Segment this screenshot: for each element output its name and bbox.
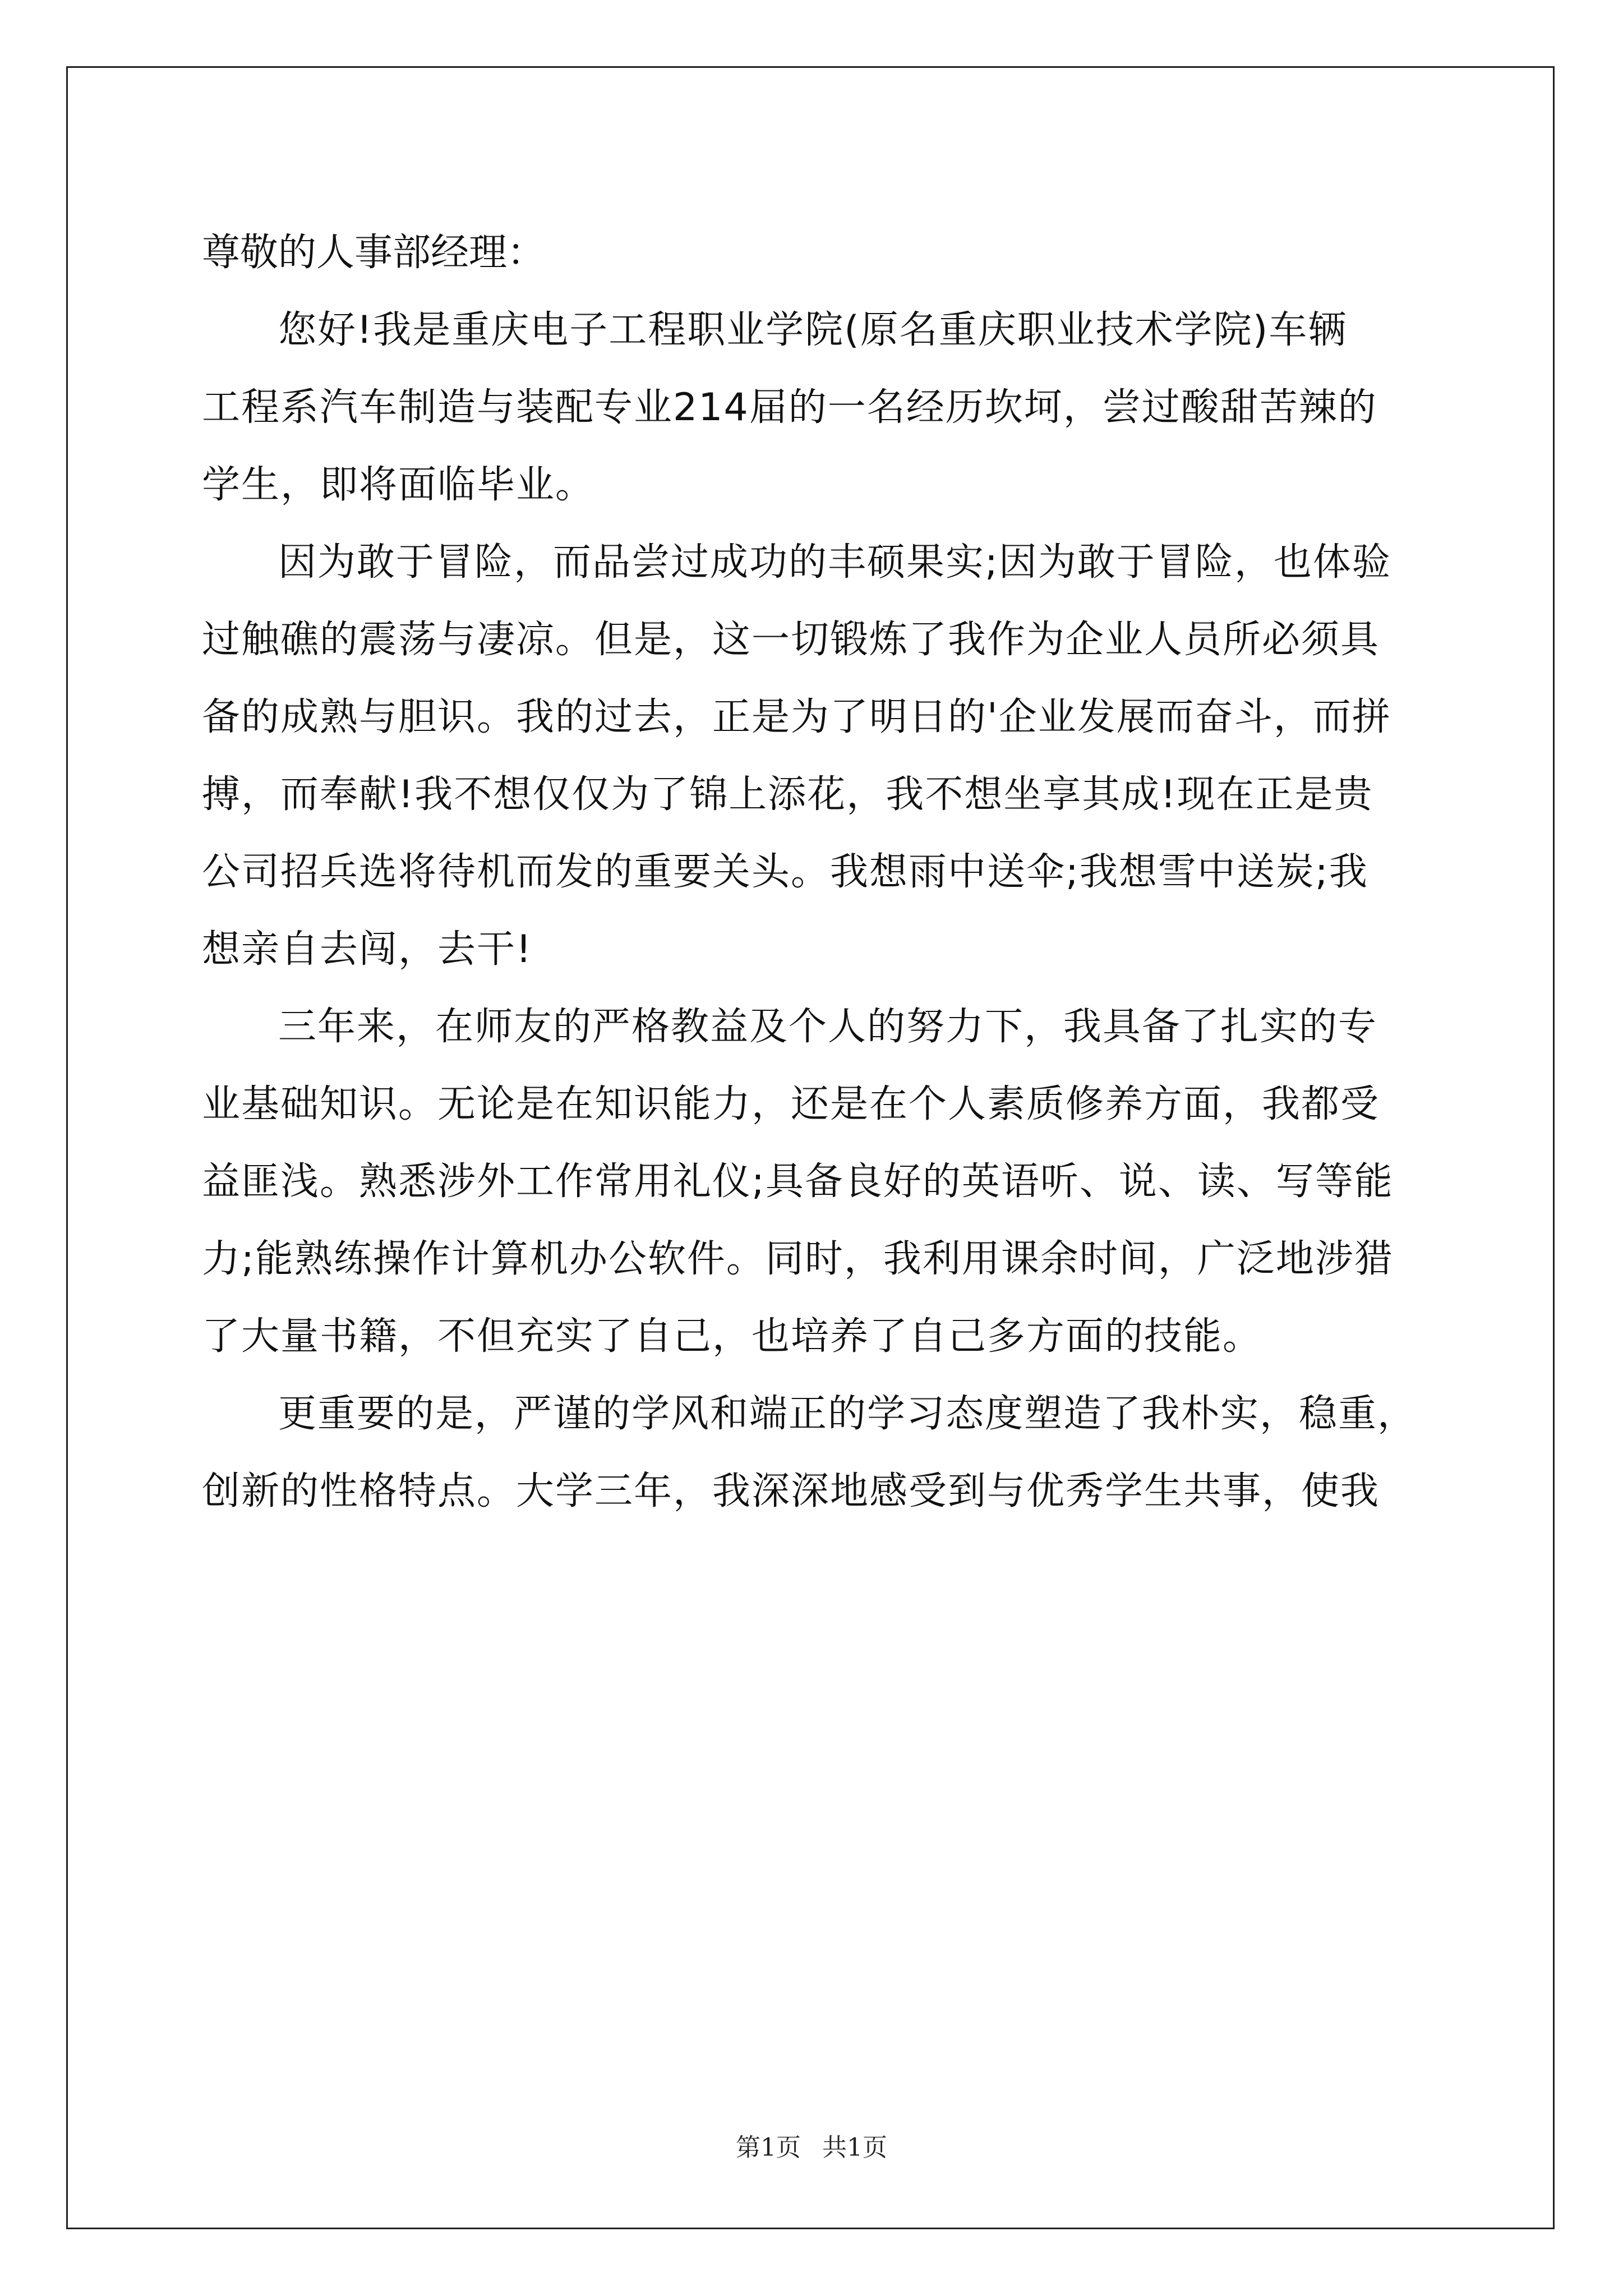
document-body bbox=[202, 214, 1436, 1530]
paragraph bbox=[202, 988, 1436, 1375]
paragraph-line: 工程系汽车制造与装配专业214届的一名经历坎坷，尝过酸甜苦辣的 bbox=[202, 385, 1377, 430]
paragraph-line: 您好!我是重庆电子工程职业学院(原名重庆职业技术学院)车辆 bbox=[278, 308, 1348, 352]
paragraph-line: 公司招兵选将待机而发的重要关头。我想雨中送伞;我想雪中送炭;我 bbox=[202, 850, 1368, 894]
paragraph bbox=[202, 524, 1436, 988]
paragraph-line: 益匪浅。熟悉涉外工作常用礼仪;具备良好的英语听、说、读、写等能 bbox=[202, 1159, 1394, 1204]
paragraph-line: 业基础知识。无论是在知识能力，还是在个人素质修养方面，我都受 bbox=[202, 1082, 1380, 1126]
paragraph-line: 更重要的是，严谨的学风和端正的学习态度塑造了我朴实，稳重， bbox=[278, 1392, 1417, 1436]
paragraph-line: 因为敢于冒险，而品尝过成功的丰硕果实;因为敢于冒险，也体验 bbox=[278, 540, 1391, 585]
salutation: 尊敬的人事部经理： bbox=[202, 231, 546, 275]
paragraph-line: 力;能熟练操作计算机办公软件。同时，我利用课余时间，广泛地涉猎 bbox=[202, 1237, 1394, 1281]
paragraph-line: 学生，即将面临毕业。 bbox=[202, 463, 595, 507]
paragraph-line: 三年来，在师友的严格教益及个人的努力下，我具备了扎实的专 bbox=[278, 1005, 1378, 1049]
paragraph-line: 创新的性格特点。大学三年，我深深地感受到与优秀学生共事，使我 bbox=[202, 1469, 1380, 1513]
page-number-total: 共1页 bbox=[822, 2133, 887, 2162]
page-number-current: 第1页 bbox=[736, 2133, 801, 2162]
paragraph-line: 想亲自去闯，去干! bbox=[202, 927, 533, 972]
page-footer bbox=[0, 2127, 1623, 2163]
paragraph bbox=[202, 1375, 1436, 1530]
paragraph-line: 备的成熟与胆识。我的过去，正是为了明日的'企业发展而奋斗，而拼 bbox=[202, 695, 1391, 739]
paragraph-line: 了大量书籍，不但充实了自己，也培养了自己多方面的技能。 bbox=[202, 1314, 1262, 1359]
paragraph-line: 过触礁的震荡与凄凉。但是，这一切锻炼了我作为企业人员所必须具 bbox=[202, 618, 1380, 662]
paragraph-line: 搏，而奉献!我不想仅仅为了锦上添花，我不想坐享其成!现在正是贵 bbox=[202, 772, 1373, 817]
paragraph bbox=[202, 292, 1436, 524]
